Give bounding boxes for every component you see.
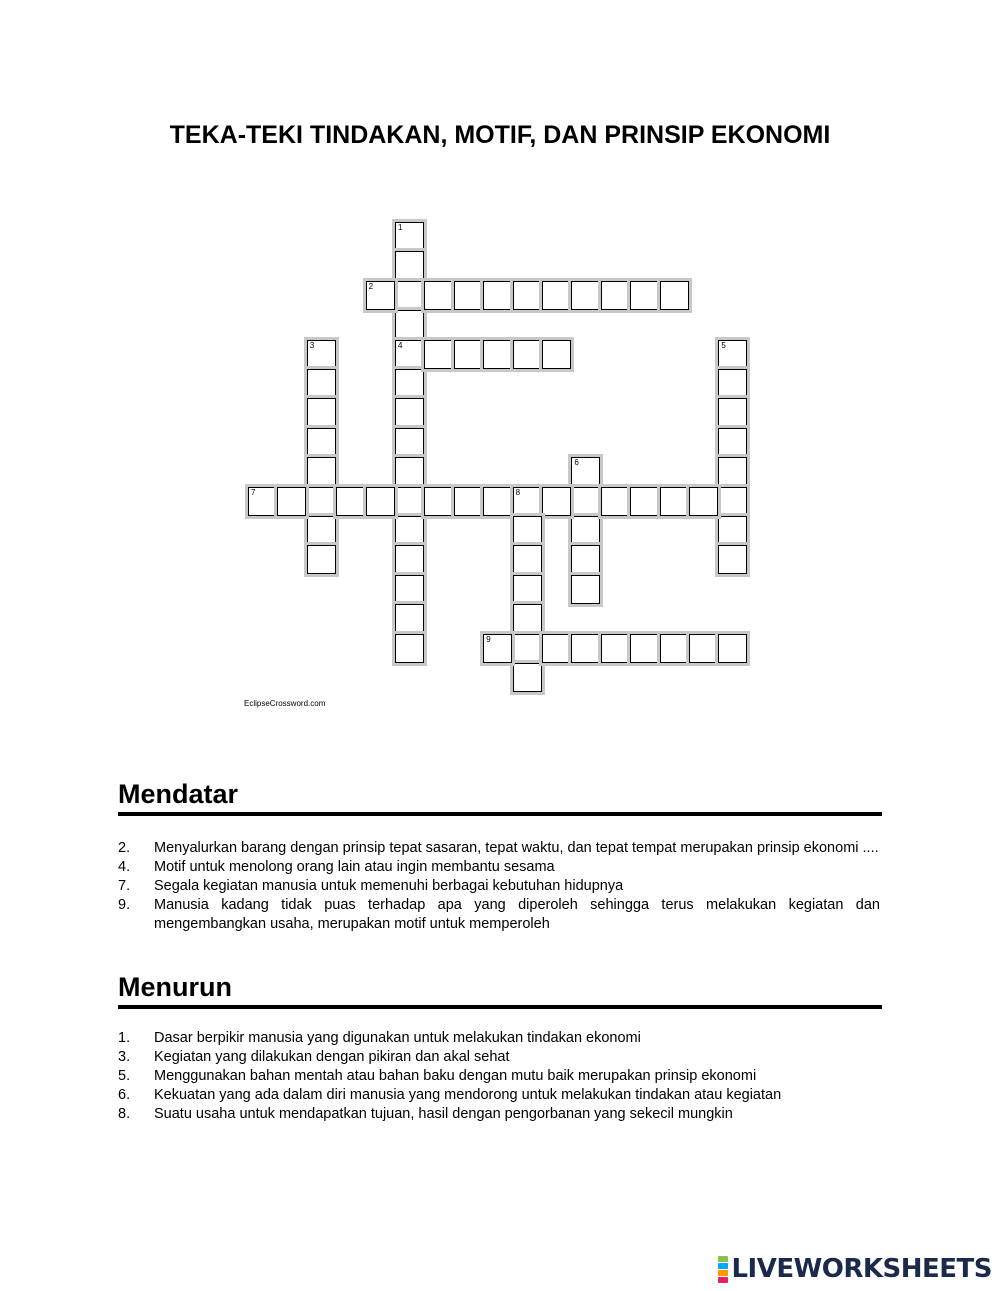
clue-item-number: 3. [118, 1049, 131, 1065]
crossword-cell[interactable] [660, 487, 689, 516]
clue-number: 3 [309, 340, 315, 350]
clue-number: 8 [515, 487, 521, 497]
clue-item-number: 5. [118, 1068, 131, 1084]
clue-item-number: 7. [118, 878, 131, 894]
clue-item [118, 1048, 880, 1067]
clue-item [118, 1067, 880, 1086]
crossword-cell[interactable] [307, 428, 336, 457]
crossword-cell[interactable] [630, 487, 659, 516]
crossword-cell[interactable] [689, 487, 718, 516]
crossword-cell[interactable] [395, 604, 424, 633]
crossword-cell[interactable] [571, 545, 600, 574]
crossword-cell[interactable] [395, 281, 424, 310]
crossword-cell[interactable] [395, 487, 424, 516]
clue-item [118, 839, 880, 858]
clue-item-number: 8. [118, 1106, 131, 1122]
crossword-cell[interactable] [454, 340, 483, 369]
crossword-cell[interactable] [601, 281, 630, 310]
clue-number: 4 [398, 340, 403, 350]
clue-item-text: Suatu usaha untuk mendapatkan tujuan, hasil dengan pengorbanan yang sekecil mungkin [154, 1106, 733, 1122]
clue-number: 5 [721, 340, 726, 350]
crossword-cell[interactable] [483, 634, 512, 663]
crossword-cell[interactable] [395, 398, 424, 427]
crossword-cell[interactable] [571, 457, 600, 486]
crossword-cell[interactable] [630, 281, 659, 310]
crossword-cell[interactable] [454, 281, 483, 310]
crossword-cell[interactable] [513, 545, 542, 574]
crossword-cell[interactable] [571, 487, 600, 516]
across-divider [118, 812, 882, 816]
crossword-cell[interactable] [307, 545, 336, 574]
clue-item-text: Menggunakan bahan mentah atau bahan baku dengan mutu baik merupakan prinsip ekonomi [154, 1068, 757, 1084]
clue-item [118, 877, 880, 896]
crossword-cell[interactable] [571, 516, 600, 545]
logo-block [718, 1277, 728, 1283]
crossword-cell[interactable] [307, 516, 336, 545]
clue-item-number: 1. [118, 1030, 131, 1046]
clue-item [118, 858, 880, 877]
crossword-cell[interactable] [395, 545, 424, 574]
crossword-cell[interactable] [571, 575, 600, 604]
crossword-cell[interactable] [307, 487, 336, 516]
crossword-cell[interactable] [395, 634, 424, 663]
down-heading: Menurun [118, 972, 232, 1002]
logo-block [718, 1270, 728, 1276]
crossword-cell[interactable] [660, 281, 689, 310]
crossword-cell[interactable] [718, 634, 747, 663]
crossword-cell[interactable] [542, 634, 571, 663]
crossword-cell[interactable] [718, 545, 747, 574]
crossword-cell[interactable] [424, 487, 453, 516]
crossword-cell[interactable] [395, 369, 424, 398]
crossword-cell[interactable] [307, 369, 336, 398]
crossword-cell[interactable] [630, 634, 659, 663]
crossword-cell[interactable] [483, 281, 512, 310]
clue-item [118, 1086, 880, 1105]
crossword-cell[interactable] [395, 251, 424, 280]
crossword-cell[interactable] [395, 340, 424, 369]
page-title: TEKA-TEKI TINDAKAN, MOTIF, DAN PRINSIP EKONOMI [169, 121, 831, 149]
clue-item [118, 1105, 880, 1124]
credit-text: EclipseCrossword.com [244, 699, 326, 708]
clue-item [118, 896, 880, 934]
crossword-cell[interactable] [513, 487, 542, 516]
crossword-cell[interactable] [395, 516, 424, 545]
crossword-cell[interactable] [513, 663, 542, 692]
logo-block [718, 1263, 728, 1269]
crossword-cell[interactable] [513, 340, 542, 369]
crossword-cell[interactable] [366, 281, 395, 310]
clue-item [118, 1029, 880, 1048]
clue-number: 6 [574, 458, 579, 468]
clue-item-number: 4. [118, 859, 131, 875]
crossword-cell[interactable] [277, 487, 306, 516]
clue-number: 9 [486, 634, 491, 644]
crossword-cell[interactable] [718, 340, 747, 369]
clue-number: 2 [368, 281, 374, 291]
across-clue-list [118, 839, 880, 934]
crossword-cell[interactable] [307, 457, 336, 486]
clue-item-number: 6. [118, 1087, 131, 1103]
crossword-cell[interactable] [542, 340, 571, 369]
crossword-cell[interactable] [395, 457, 424, 486]
clue-item-text: Dasar berpikir manusia yang digunakan untuk melakukan tindakan ekonomi [154, 1030, 641, 1046]
crossword-cell[interactable] [513, 281, 542, 310]
crossword-cell[interactable] [601, 634, 630, 663]
crossword-cell[interactable] [424, 281, 453, 310]
clue-item-text: Motif untuk menolong orang lain atau ingin membantu sesama [154, 859, 555, 875]
clue-number: 7 [251, 487, 256, 497]
logo-text: LIVEWORKSHEETS [731, 1254, 992, 1284]
across-heading: Mendatar [118, 779, 239, 809]
down-clue-list [118, 1029, 880, 1124]
crossword-cell[interactable] [718, 516, 747, 545]
clue-item-text: Kekuatan yang ada dalam diri manusia yang mendorong untuk melakukan tindakan atau kegiatan [154, 1087, 782, 1103]
crossword-cell[interactable] [689, 634, 718, 663]
crossword-cell[interactable] [571, 634, 600, 663]
down-divider [118, 1005, 882, 1009]
crossword-cell[interactable] [571, 281, 600, 310]
liveworksheets-logo[interactable] [718, 1254, 992, 1284]
crossword-cell[interactable] [424, 340, 453, 369]
crossword-cell[interactable] [542, 281, 571, 310]
crossword-cell[interactable] [483, 487, 512, 516]
crossword-cell[interactable] [718, 398, 747, 427]
clue-item-number: 2. [118, 840, 131, 856]
crossword-cell[interactable] [601, 487, 630, 516]
crossword-cell[interactable] [718, 428, 747, 457]
crossword-cell[interactable] [248, 487, 277, 516]
clue-number: 1 [398, 223, 403, 232]
logo-mark-icon [718, 1256, 728, 1283]
crossword-cell[interactable] [366, 487, 395, 516]
crossword-cell[interactable] [542, 487, 571, 516]
clue-item-text: Segala kegiatan manusia untuk memenuhi berbagai kebutuhan hidupnya [154, 878, 624, 894]
clue-item-text: Kegiatan yang dilakukan dengan pikiran dan akal sehat [154, 1049, 510, 1065]
crossword-cell[interactable] [395, 222, 424, 251]
crossword-cell[interactable] [395, 310, 424, 339]
crossword-cell[interactable] [513, 634, 542, 663]
clue-item-text: Manusia kadang tidak puas terhadap apa yang diperoleh sehingga terus melakukan kegiatan dan mengembangkan usaha, merupakan motif untuk memperoleh [154, 897, 880, 932]
crossword-cell[interactable] [513, 604, 542, 633]
clue-item-number: 9. [118, 897, 131, 913]
crossword-cell[interactable] [454, 487, 483, 516]
crossword-cell[interactable] [513, 516, 542, 545]
crossword-cell[interactable] [307, 398, 336, 427]
crossword-cell[interactable] [307, 340, 336, 369]
crossword-cell[interactable] [483, 340, 512, 369]
clue-item-text: Menyalurkan barang dengan prinsip tepat sasaran, tepat waktu, dan tepat tempat merupakan prinsip ekonomi .... [154, 840, 879, 856]
crossword-cell[interactable] [660, 634, 689, 663]
crossword-cell[interactable] [395, 428, 424, 457]
crossword-cell[interactable] [718, 457, 747, 486]
crossword-cell[interactable] [336, 487, 365, 516]
crossword-cell[interactable] [395, 575, 424, 604]
crossword-cell[interactable] [718, 369, 747, 398]
logo-block [718, 1256, 728, 1262]
crossword-cell[interactable] [513, 575, 542, 604]
crossword-cell[interactable] [718, 487, 747, 516]
